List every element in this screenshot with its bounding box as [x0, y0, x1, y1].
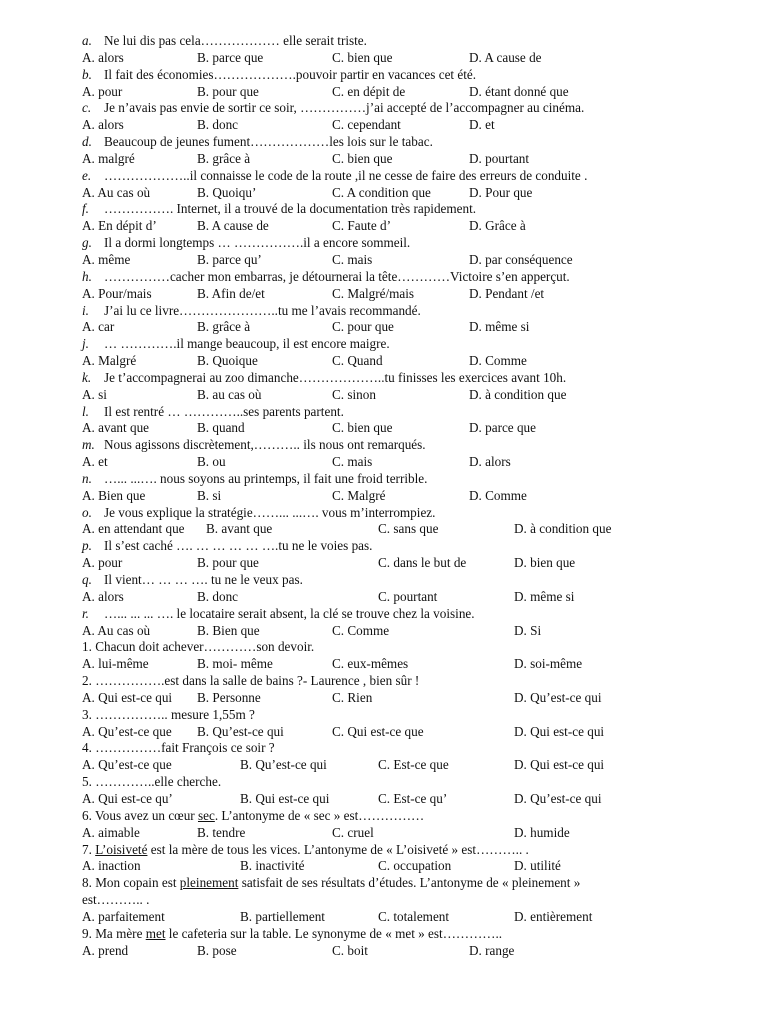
option-c[interactable]: C. eux-mêmes — [332, 656, 409, 672]
question-text: Je vous explique la stratégie……... ...…. vous m’interrompiez. — [104, 504, 436, 520]
option-b[interactable]: B. A cause de — [197, 218, 269, 234]
option-c[interactable]: C. Malgré — [332, 487, 386, 503]
option-a[interactable]: A. même — [82, 251, 131, 267]
underlined-word: met — [145, 925, 166, 941]
option-b[interactable]: B. donc — [197, 117, 239, 133]
question-letter: c. — [82, 100, 92, 116]
option-d[interactable]: D. Grâce à — [469, 218, 526, 234]
answer-options — [82, 50, 722, 67]
option-a[interactable]: A. Malgré — [82, 353, 137, 369]
question-letter: i. — [82, 302, 89, 318]
option-a[interactable]: A. car — [82, 319, 115, 335]
question-letter: o. — [82, 504, 92, 520]
answer-options — [82, 151, 722, 168]
question-letter: j. — [82, 336, 89, 352]
option-a[interactable]: A. Bien que — [82, 487, 146, 503]
question-stem — [82, 606, 722, 623]
answer-options — [82, 858, 722, 875]
option-c[interactable]: C. totalement — [378, 908, 450, 924]
question-text: … ………….il mange beaucoup, il est encore maigre. — [104, 336, 390, 352]
option-d[interactable]: D. Si — [514, 622, 542, 638]
question-text: …... ... ... …. le locataire serait absent, la clé se trouve chez la voisine. — [104, 605, 475, 621]
question-a — [82, 33, 722, 67]
option-a[interactable]: A. avant que — [82, 420, 150, 436]
option-a[interactable]: A. Qu’est-ce que — [82, 723, 172, 739]
answer-options — [82, 757, 722, 774]
question-4 — [82, 740, 722, 774]
question-k — [82, 370, 722, 404]
option-a[interactable]: A. pour — [82, 555, 123, 571]
answer-options — [82, 286, 722, 303]
question-letter: r. — [82, 605, 89, 621]
question-o — [82, 505, 722, 539]
option-d[interactable]: D. alors — [469, 454, 511, 470]
option-c[interactable]: C. bien que — [332, 49, 393, 65]
answer-options — [82, 521, 722, 538]
option-b[interactable]: B. pour que — [197, 555, 259, 571]
answer-options — [82, 252, 722, 269]
option-c[interactable]: C. en dépit de — [332, 83, 406, 99]
question-m — [82, 437, 722, 471]
option-b[interactable]: B. pour que — [197, 83, 259, 99]
option-b[interactable]: B. inactivité — [240, 858, 305, 874]
question-stem — [82, 437, 722, 454]
question-j — [82, 336, 722, 370]
option-b[interactable]: B. moi- même — [197, 656, 273, 672]
question-text: ……………. Internet, il a trouvé de la documentation très rapidement. — [104, 201, 477, 217]
question-stem — [82, 269, 722, 286]
answer-options — [82, 185, 722, 202]
option-c[interactable]: C. sinon — [332, 386, 376, 402]
question-e — [82, 168, 722, 202]
underlined-word: pleinement — [179, 875, 239, 891]
option-a[interactable]: A. Au cas où — [82, 622, 151, 638]
option-c[interactable]: C. Comme — [332, 622, 390, 638]
option-c[interactable]: C. Est-ce qu’ — [378, 790, 448, 806]
option-c[interactable]: C. cruel — [332, 824, 374, 840]
option-a[interactable]: A. malgré — [82, 150, 135, 166]
option-a[interactable]: A. prend — [82, 942, 129, 958]
question-text: ………………..il connaisse le code de la route ,il ne cesse de faire des erreurs de conduite . — [104, 167, 588, 183]
question-letter: m. — [82, 437, 95, 453]
option-d[interactable]: D. à condition que — [514, 521, 612, 537]
option-a[interactable]: A. et — [82, 454, 108, 470]
question-stem — [82, 926, 722, 943]
question-text: …... ...…. nous soyons au printemps, il fait une froid terrible. — [104, 470, 428, 486]
question-h — [82, 269, 722, 303]
option-c[interactable]: C. Faute d’ — [332, 218, 391, 234]
option-c[interactable]: C. mais — [332, 454, 373, 470]
option-d[interactable]: D. Comme — [469, 487, 527, 503]
option-b[interactable]: B. Qu’est-ce qui — [197, 723, 284, 739]
exercise-page — [82, 33, 722, 959]
option-c[interactable]: C. Qui est-ce que — [332, 723, 424, 739]
option-c[interactable]: C. boit — [332, 942, 368, 958]
option-d[interactable]: D. même si — [514, 588, 575, 604]
option-c[interactable]: C. cependant — [332, 117, 401, 133]
question-c — [82, 100, 722, 134]
question-b — [82, 67, 722, 101]
option-b[interactable]: B. si — [197, 487, 222, 503]
option-d[interactable]: D. Comme — [469, 353, 527, 369]
stem-end: satisfait de ses résultats d’études. L’antonyme de « pleinement » — [238, 875, 581, 891]
question-g — [82, 235, 722, 269]
option-d[interactable]: D. Qui est-ce qui — [514, 757, 605, 773]
question-stem — [82, 370, 722, 387]
option-a[interactable]: A. Au cas où — [82, 184, 151, 200]
question-6 — [82, 808, 722, 842]
question-letter: l. — [82, 403, 89, 419]
question-stem — [82, 538, 722, 555]
option-c[interactable]: C. Est-ce que — [378, 757, 449, 773]
question-p — [82, 538, 722, 572]
option-b[interactable]: B. Afin de/et — [197, 285, 265, 301]
question-stem — [82, 67, 722, 84]
option-a[interactable]: A. Qui est-ce qu’ — [82, 790, 173, 806]
option-a[interactable]: A. en attendant que — [82, 521, 185, 537]
option-b[interactable]: B. tendre — [197, 824, 246, 840]
question-stem — [82, 842, 722, 859]
question-stem — [82, 404, 722, 421]
stem-end: est la mère de tous les vices. L’antonyme de « L’oisiveté » est……….. . — [147, 841, 529, 857]
option-d[interactable]: D. Qu’est-ce qui — [514, 790, 602, 806]
option-d[interactable]: D. Pendant /et — [469, 285, 545, 301]
question-5 — [82, 774, 722, 808]
question-letter: k. — [82, 369, 92, 385]
option-b[interactable]: B. ou — [197, 454, 226, 470]
answer-options — [82, 943, 722, 960]
question-stem: 4. ……………fait François ce soir ? — [82, 740, 275, 756]
question-9 — [82, 926, 722, 960]
answer-options — [82, 387, 722, 404]
question-stem — [82, 235, 722, 252]
option-d[interactable]: D. Qui est-ce qui — [514, 723, 605, 739]
option-c[interactable]: C. bien que — [332, 150, 393, 166]
question-stem — [82, 808, 722, 825]
option-c[interactable]: C. Malgré/mais — [332, 285, 415, 301]
option-b[interactable]: B. grâce à — [197, 150, 251, 166]
question-stem — [82, 201, 722, 218]
question-3 — [82, 707, 722, 741]
option-b[interactable]: B. pose — [197, 942, 237, 958]
option-d[interactable]: D. étant donné que — [469, 83, 569, 99]
option-b[interactable]: B. Quoique — [197, 353, 258, 369]
option-a[interactable]: A. pour — [82, 83, 123, 99]
question-letter: e. — [82, 167, 92, 183]
question-2 — [82, 673, 722, 707]
answer-options — [82, 218, 722, 235]
option-c[interactable]: C. pour que — [332, 319, 394, 335]
option-b[interactable]: B. Personne — [197, 689, 261, 705]
option-a[interactable]: A. alors — [82, 49, 124, 65]
question-text: Ne lui dis pas cela……………… elle serait triste. — [104, 33, 367, 48]
question-text: Je n’avais pas envie de sortir ce soir, ……………j’ai accepté de l’accompagner au cinéma. — [104, 100, 585, 116]
option-b[interactable]: B. quand — [197, 420, 245, 436]
option-d[interactable]: D. soi-même — [514, 656, 583, 672]
question-text: Je t’accompagnerai au zoo dimanche………………..tu finisses les exercices avant 10h. — [104, 369, 567, 385]
option-d[interactable]: D. même si — [469, 319, 530, 335]
option-a[interactable]: A. aimable — [82, 824, 140, 840]
question-d — [82, 134, 722, 168]
question-letter: f. — [82, 201, 89, 217]
option-d[interactable]: D. parce que — [469, 420, 536, 436]
question-text: Il a dormi longtemps … …………….il a encore sommeil. — [104, 235, 411, 251]
question-letter: p. — [82, 538, 92, 554]
question-i — [82, 303, 722, 337]
question-stem — [82, 134, 722, 151]
option-a[interactable]: A. En dépit d’ — [82, 218, 157, 234]
option-d[interactable]: D. à condition que — [469, 386, 567, 402]
option-d[interactable]: D. entièrement — [514, 908, 593, 924]
question-stem: 3. …………….. mesure 1,55m ? — [82, 706, 255, 722]
stem-end: le cafeteria sur la table. Le synonyme de « met » est………….. — [165, 925, 503, 941]
option-a[interactable]: A. Qu’est-ce que — [82, 757, 172, 773]
question-stem — [82, 471, 722, 488]
answer-options — [82, 555, 722, 572]
answer-options — [82, 690, 722, 707]
question-letter: h. — [82, 268, 92, 284]
option-b[interactable]: B. au cas où — [197, 386, 262, 402]
numbered-question-list — [82, 639, 722, 959]
question-stem: 2. …………….est dans la salle de bains ?- Laurence , bien sûr ! — [82, 673, 420, 689]
option-d[interactable]: D. utilité — [514, 858, 561, 874]
question-n — [82, 471, 722, 505]
underlined-word: L’oisiveté — [95, 841, 148, 857]
option-b[interactable]: B. Quoiqu’ — [197, 184, 257, 200]
answer-options — [82, 825, 722, 842]
question-7 — [82, 842, 722, 876]
option-c[interactable]: C. pourtant — [378, 588, 438, 604]
question-f — [82, 201, 722, 235]
question-stem — [82, 875, 722, 892]
option-d[interactable]: D. range — [469, 942, 515, 958]
question-letter: q. — [82, 572, 92, 587]
answer-options — [82, 656, 722, 673]
question-8 — [82, 875, 722, 926]
question-stem — [82, 100, 722, 117]
question-text: Il s’est caché …. … … … … ….tu ne le voies pas. — [104, 538, 373, 554]
option-c[interactable]: C. Rien — [332, 689, 373, 705]
option-a[interactable]: A. inaction — [82, 858, 141, 874]
option-b[interactable]: B. Qu’est-ce qui — [240, 757, 327, 773]
answer-options — [82, 117, 722, 134]
option-d[interactable]: D. humide — [514, 824, 570, 840]
question-text: Il vient… … … …. tu ne le veux pas. — [104, 572, 303, 587]
stem-start: 9. Ma mère — [82, 925, 146, 941]
option-d[interactable]: D. par conséquence — [469, 251, 573, 267]
question-text: Beaucoup de jeunes fument………………les lois sur le tabac. — [104, 134, 433, 150]
option-d[interactable]: D. bien que — [514, 555, 576, 571]
underlined-word: sec — [197, 807, 215, 823]
letter-question-list — [82, 33, 722, 639]
question-text: J’ai lu ce livre…………………..tu me l’avais recommandé. — [104, 302, 421, 318]
option-d[interactable]: D. et — [469, 117, 495, 133]
option-d[interactable]: D. Pour que — [469, 184, 533, 200]
question-1 — [82, 639, 722, 673]
answer-options — [82, 724, 722, 741]
question-l — [82, 404, 722, 438]
question-stem — [82, 572, 722, 589]
question-letter: b. — [82, 66, 92, 82]
option-c[interactable]: C. sans que — [378, 521, 439, 537]
option-b[interactable]: B. parce qu’ — [197, 251, 262, 267]
option-a[interactable]: A. si — [82, 386, 107, 402]
question-stem: 1. Chacun doit achever…………son devoir. — [82, 639, 315, 655]
option-a[interactable]: A. lui-même — [82, 656, 149, 672]
question-stem: 5. …………..elle cherche. — [82, 774, 222, 790]
question-letter: g. — [82, 235, 92, 251]
stem-continuation: est……….. . — [82, 892, 150, 908]
option-c[interactable]: C. Quand — [332, 353, 383, 369]
option-b[interactable]: B. avant que — [206, 521, 273, 537]
question-stem — [82, 33, 722, 50]
stem-start: 6. Vous avez un cœur — [82, 807, 198, 823]
answer-options — [82, 84, 722, 101]
option-d[interactable]: D. Qu’est-ce qui — [514, 689, 602, 705]
option-a[interactable]: A. Qui est-ce qui — [82, 689, 173, 705]
option-b[interactable]: B. partiellement — [240, 908, 325, 924]
answer-options — [82, 454, 722, 471]
option-c[interactable]: C. occupation — [378, 858, 452, 874]
stem-end: . L’antonyme de « sec » est…………… — [214, 807, 425, 823]
answer-options — [82, 589, 722, 606]
question-text: Il fait des économies……………….pouvoir partir en vacances cet été. — [104, 66, 477, 82]
question-text: Nous agissons discrètement,……….. ils nous ont remarqués. — [104, 437, 426, 453]
option-a[interactable]: A. alors — [82, 588, 124, 604]
option-c[interactable]: C. dans le but de — [378, 555, 467, 571]
option-b[interactable]: B. Bien que — [197, 622, 260, 638]
answer-options — [82, 791, 722, 808]
option-c[interactable]: C. bien que — [332, 420, 393, 436]
question-letter: n. — [82, 470, 92, 486]
question-stem — [82, 168, 722, 185]
question-r — [82, 606, 722, 640]
question-stem — [82, 303, 722, 320]
stem-start: 8. Mon copain est — [82, 875, 180, 891]
answer-options — [82, 909, 722, 926]
option-b[interactable]: B. donc — [197, 588, 239, 604]
question-text: ……………cacher mon embarras, je détournerai la tête…………Victoire s’en apperçut. — [104, 268, 570, 284]
option-d[interactable]: D. A cause de — [469, 49, 542, 65]
answer-options — [82, 319, 722, 336]
option-b[interactable]: B. grâce à — [197, 319, 251, 335]
option-a[interactable]: A. Pour/mais — [82, 285, 152, 301]
option-c[interactable]: C. mais — [332, 251, 373, 267]
question-stem — [82, 336, 722, 353]
question-q — [82, 572, 722, 606]
option-a[interactable]: A. alors — [82, 117, 124, 133]
answer-options — [82, 420, 722, 437]
answer-options — [82, 353, 722, 370]
option-a[interactable]: A. parfaitement — [82, 908, 165, 924]
option-c[interactable]: C. A condition que — [332, 184, 431, 200]
option-b[interactable]: B. parce que — [197, 49, 264, 65]
question-letter: a. — [82, 33, 92, 48]
option-d[interactable]: D. pourtant — [469, 150, 530, 166]
question-letter: d. — [82, 134, 92, 150]
answer-options — [82, 488, 722, 505]
question-stem — [82, 505, 722, 522]
question-text: Il est rentré … …………..ses parents partent. — [104, 403, 344, 419]
stem-start: 7. — [82, 841, 96, 857]
answer-options — [82, 623, 722, 640]
option-b[interactable]: B. Qui est-ce qui — [240, 790, 330, 806]
